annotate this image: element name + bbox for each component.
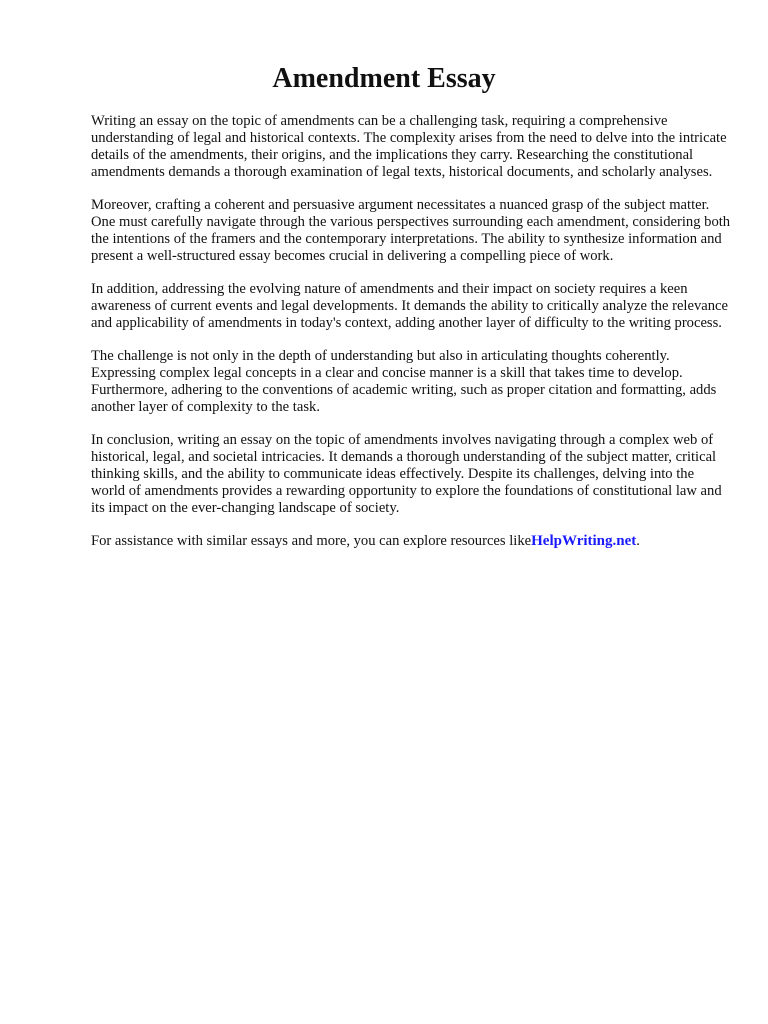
document-title: Amendment Essay	[272, 63, 496, 94]
paragraph-1: Writing an essay on the topic of amendments can be a challenging task, requiring a comprehensive understanding of legal and historical contexts. The complexity arises from the need to delve into the intricate details of the amendments, their origins, and the implications they carry. Researching the constitutional amendments demands a thorough examination of legal texts, historical documents, and scholarly analyses.	[91, 113, 727, 180]
closing-text: For assistance with similar essays and more, you can explore resources like	[91, 533, 532, 549]
closing-suffix: .	[636, 533, 640, 549]
helpwriting-link[interactable]: HelpWriting.net	[531, 533, 637, 549]
paragraph-4: The challenge is not only in the depth of understanding but also in articulating thoughts coherently. Expressing complex legal concepts in a clear and concise manner is a skill that takes time to develop. Furthermore, adhering to the conventions of academic writing, such as proper citation and formatting, adds another layer of complexity to the task.	[91, 348, 717, 415]
closing-paragraph	[91, 533, 731, 550]
document-body	[91, 113, 731, 566]
paragraph-3: In addition, addressing the evolving nature of amendments and their impact on society requires a keen awareness of current events and legal developments. It demands the ability to critically analyze the relevance and applicability of amendments in today's context, adding another layer of difficulty to the writing process.	[91, 281, 728, 331]
paragraph-2: Moreover, crafting a coherent and persuasive argument necessitates a nuanced grasp of the subject matter. One must carefully navigate through the various perspectives surrounding each amendment, considering both the intentions of the framers and the contemporary interpretations. The ability to synthesize information and present a well-structured essay becomes crucial in delivering a compelling piece of work.	[91, 197, 731, 264]
paragraph-5: In conclusion, writing an essay on the topic of amendments involves navigating through a complex web of historical, legal, and societal intricacies. It demands a thorough understanding of the subject matter, critical thinking skills, and the ability to communicate ideas effectively. Despite its challenges, delving into the world of amendments provides a rewarding opportunity to explore the foundations of constitutional law and its impact on the ever-changing landscape of society.	[91, 432, 722, 516]
